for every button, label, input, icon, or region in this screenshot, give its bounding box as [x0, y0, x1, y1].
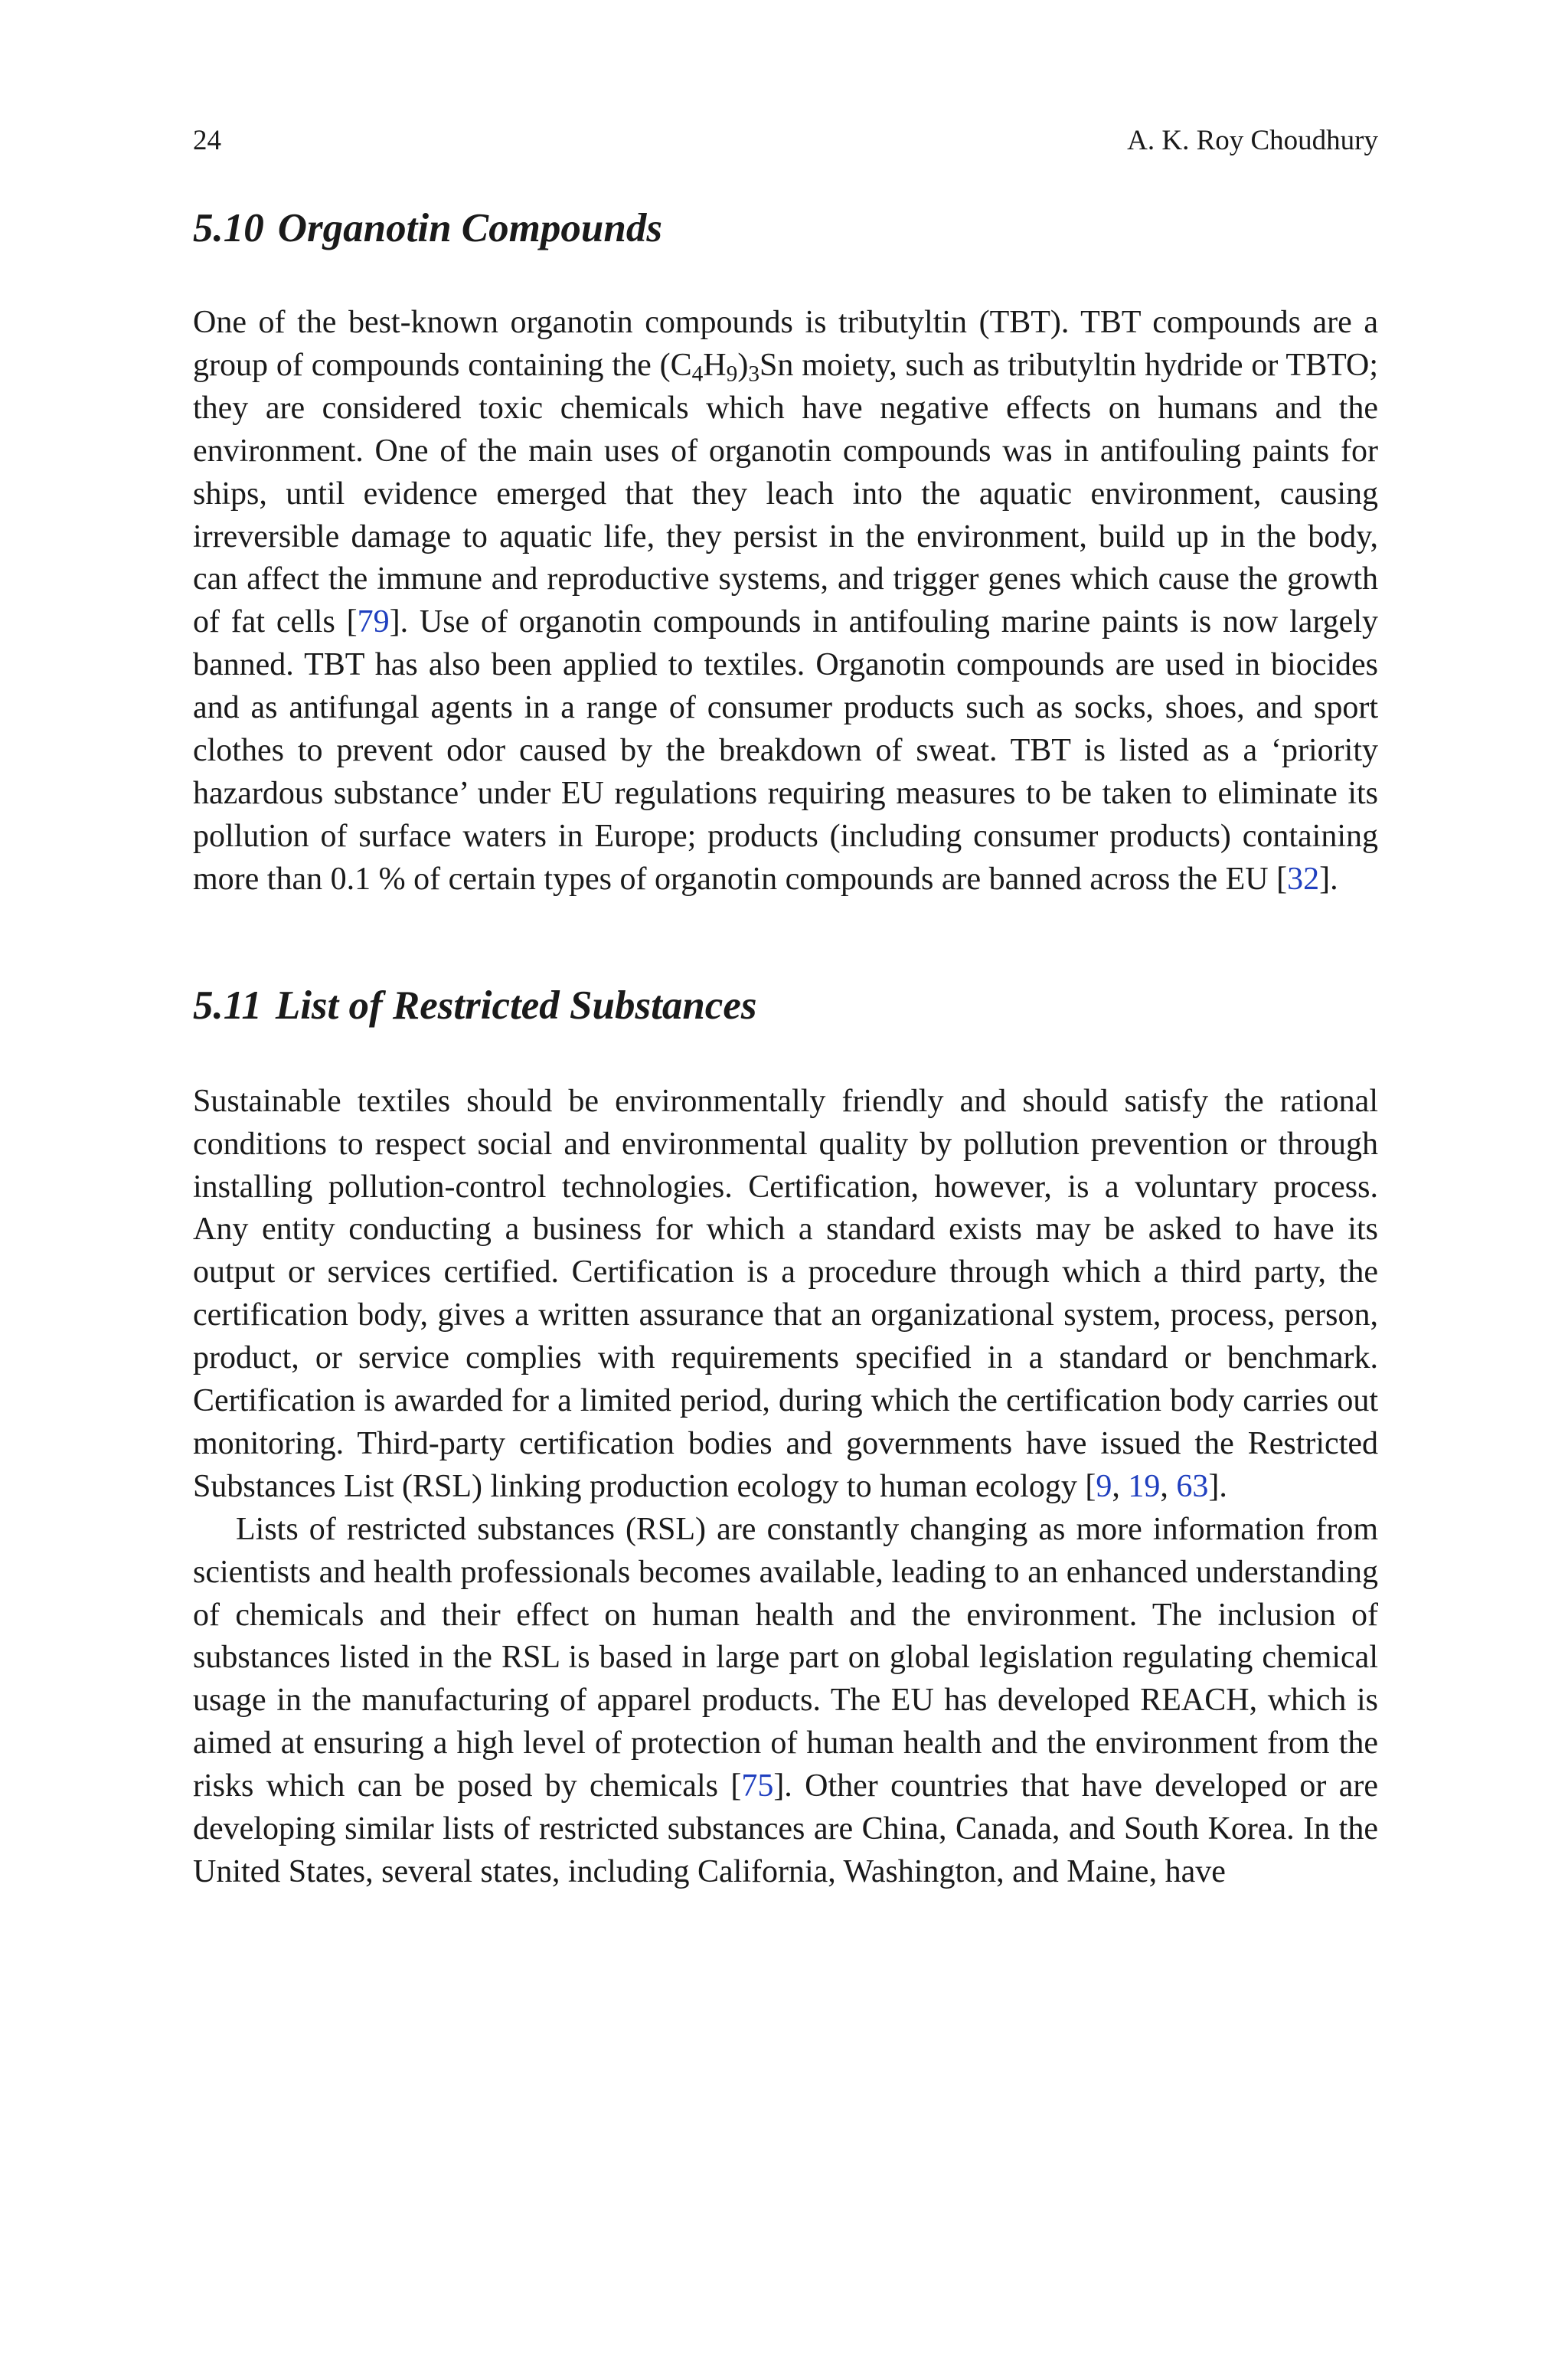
text-run: ]. [1208, 1468, 1227, 1504]
section-title: Organotin Compounds [277, 206, 662, 250]
page-body [193, 201, 1378, 1894]
citation-link[interactable]: 79 [357, 604, 390, 640]
text-run: ]. [1319, 861, 1338, 897]
citation-link[interactable]: 75 [741, 1768, 774, 1804]
running-head [193, 124, 1378, 158]
section-heading-5-10 [193, 201, 1378, 256]
running-head-author: A. K. Roy Choudhury [1127, 125, 1378, 156]
text-run: H [703, 347, 727, 383]
section-heading-5-11 [193, 978, 1378, 1033]
citation-link[interactable]: 32 [1287, 861, 1320, 897]
text-run: ]. Use of organotin compounds in antifouling marine paints is now largely banned. TBT has also been applied to textiles. Organotin compounds are used in biocides and as antifungal agents in a range of consumer products such as socks, shoes, and sport clothes to prevent odor caused by the breakdown of sweat. TBT is listed as a ‘priority hazardous substance’ under EU regulations requiring measures to be taken to eliminate its pollution of surface waters in Europe; products (including consumer products) containing more than 0.1 % of certain types of organotin compounds are banned across the EU [ [193, 604, 1378, 897]
text-run: Lists of restricted substances (RSL) are constantly changing as more information from scientists and health professionals becomes available, leading to an enhanced understanding of chemicals and their effect on human health and the environment. The inclusion of substances listed in the RSL is based in large part on global legislation regulating chemical usage in the manufacturing of apparel products. The EU has developed REACH, which is aimed at ensuring a high level of protection of human health and the environment from the risks which can be posed by chemicals [ [193, 1511, 1378, 1804]
citation-link[interactable]: 63 [1176, 1468, 1209, 1504]
citation-link[interactable]: 9 [1096, 1468, 1112, 1504]
text-run: ) [737, 347, 749, 383]
paragraph-organotin [193, 302, 1378, 901]
text-run: Sn moiety, such as tributyltin hydride or TBTO; they are considered toxic chemicals which have negative effects on humans and the environment. One of the main uses of organotin compounds was in antifouling paints for ships, until evidence emerged that they leach into the aquatic environment, causing irreversible damage to aquatic life, they persist in the environment, build up in the body, can affect the immune and reproductive systems, and trigger genes which cause the growth of fat cells [ [193, 347, 1378, 640]
citation-link[interactable]: 19 [1128, 1468, 1161, 1504]
text-run: Sustainable textiles should be environmentally friendly and should satisfy the rational conditions to respect social and environmental quality by pollution prevention or through installing pollution-control technologies. Certification, however, is a voluntary process. Any entity conducting a business for which a standard exists may be asked to have its output or services certified. Certification is a procedure through which a third party, the certification body, gives a written assurance that an organizational system, process, person, product, or service complies with requirements specified in a standard or benchmark. Certification is awarded for a limited period, during which the certification body carries out monitoring. Third-party certification bodies and governments have issued the Restricted Substances List (RSL) linking production ecology to human ecology [ [193, 1083, 1378, 1504]
text-run: One of the best-known organotin compounds is tributyltin (TBT). TBT compounds are a group of compounds containing the (C [193, 305, 1378, 383]
section-number: 5.10 [193, 206, 264, 250]
section-title: List of Restricted Substances [275, 983, 757, 1028]
subscript: 9 [726, 361, 738, 387]
text-run: , [1112, 1468, 1129, 1504]
subscript: 3 [748, 361, 760, 387]
text-run: , [1160, 1468, 1177, 1504]
paragraph-rsl-lists [193, 1509, 1378, 1894]
paragraph-sustainable-textiles [193, 1081, 1378, 1509]
section-number: 5.11 [193, 983, 262, 1028]
subscript: 4 [691, 361, 704, 387]
text-run: ]. Other countries that have developed or are developing similar lists of restricted substances are China, Canada, and South Korea. In the United States, several states, including California, Washington, and Maine, have [193, 1768, 1378, 1889]
page-number: 24 [193, 125, 221, 156]
